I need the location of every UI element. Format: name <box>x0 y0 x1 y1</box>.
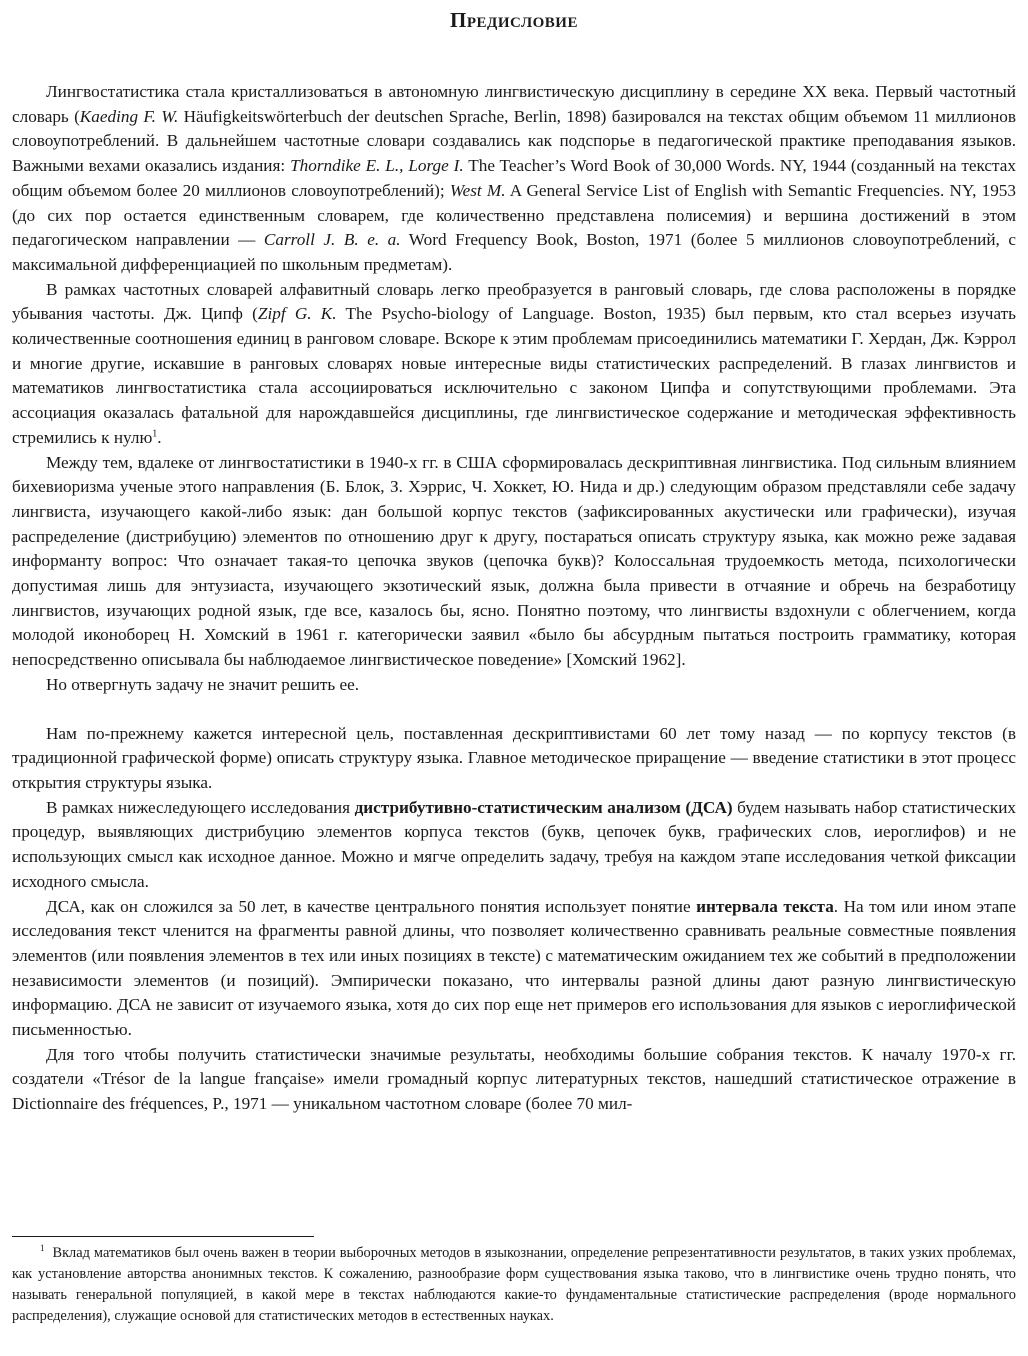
text-run: будем называть набор статистических процедур, выявляющих дистрибуцию элементов корпуса текстов (букв, цепочек букв, графических слов, иероглифов) и не использующих смысл как исходное данное. Можно и мягче определить задачу, требуя на каждом этапе исследования четкой фиксации исходного смысла. <box>12 797 1016 891</box>
footnote-mark[interactable]: 1 <box>152 428 158 440</box>
author-ref: Kaeding F. W. <box>79 106 179 126</box>
text-run: Word Frequency Book, Boston, 1971 (более 5 миллионов словоупотреблений, с максимальной дифференциацией по школьным предметам). <box>12 230 1017 274</box>
paragraph-5: Нам по-прежнему кажется интересной цель, поставленная дескриптивистами 60 лет тому назад — по корпусу текстов (в традиционной графической форме) описать структуру языка. Главное методическое приращение — введение статистики в этот процесс открытия структуры языка. <box>12 723 1016 792</box>
paragraph-4: Но отвергнуть задачу не значит решить ее. <box>46 674 360 694</box>
paragraph-7 <box>12 895 1016 1043</box>
author-ref: West M. <box>449 180 506 200</box>
footnote-divider <box>12 1236 314 1237</box>
paragraph-1 <box>12 80 1016 278</box>
text-run: The Teacher’s Word Book of 30,000 Words. NY, 1944 (созданный на текстах общим объемом более 20 миллионов словоупотреблений); <box>12 156 1016 200</box>
term-highlight: интервала текста <box>696 896 834 916</box>
text-run: . На том или ином этапе исследования текст членится на фрагменты равной длины, что позволяет количественно сравнивать реальные совместные появления элементов (или появления элементов в тех или иных позициях в тексте) с математическим ожиданием тех же событий в предположении независимости элементов (и позиций). Эмпирически показано, что интервалы разной длины дают разную лингвистическую информацию. ДСА не зависит от изучаемого языка, хотя до сих пор еще нет примеров его использования для языков с иероглифической письменностью. <box>12 896 1016 1040</box>
text-run: Häufigkeitswörterbuch der deutschen Sprache, Berlin, 1898) базировался на текстах общим объемом 11 миллионов словоупотреблений. В дальнейшем частотные словари создавались как подспорье в педагогической практике преподавания языков. Важными вехами оказались издания: <box>12 106 1016 176</box>
author-ref: Zipf G. K. <box>257 304 337 324</box>
footnote-text: Вклад математиков был очень важен в теории выборочных методов в языкознании, определение репрезентативности результатов, в таких узких проблемах, как установление авторства анонимных текстов. К сожалению, разнообразие форм существования языка таково, что в лингвистике очень трудно понять, что называть генеральной популяцией, в какой мере в текстах наблюдаются какие-то фундаментальные статистические распределения (вроде нормального распределения), служащие основой для статистических методов в естественных науках. <box>12 1245 1016 1324</box>
footnote <box>12 1243 1016 1327</box>
paragraph-3: Между тем, вдалеке от лингвостатистики в 1940-х гг. в США сформировалась дескриптивная лингвистика. Под сильным влиянием бихевиоризма ученые этого направления (Б. Блок, З. Хэррис, Ч. Хоккет, Ю. Нида и др.) следующим образом представляли себе задачу лингвиста, изучающего какой-либо язык: дан большой корпус текстов (зафиксированных акустически или графически), изучая распределение (дистрибуцию) элементов по отношению друг к другу, постараться описать структуру языка, как можно реже задавая информанту вопрос: Что означает такая-то цепочка звуков (цепочка букв)? Колоссальная трудоемкость метода, психологически допустимая лишь для энтузиаста, изучающего экзотический язык, должна была привести в отчаяние и обречь на безработицу лингвистов, изучающих родной язык, где все, казалось бы, ясно. Понятно поэтому, что лингвисты вздохнули с облегчением, когда молодой иконоборец Н. Хомский в 1961 г. категорически заявил «было бы абсурдным пытаться построить грамматику, которая непосредственно описывала бы наблюдаемое лингвистическое поведение» [Хомский 1962]. <box>12 452 1016 670</box>
text-run: Лингвостатистика стала кристаллизоваться в автономную лингвистическую дисциплину в середине XX века. Первый частотный словарь ( <box>12 82 1016 126</box>
body-text <box>12 80 1016 1117</box>
text-run: . <box>157 427 162 447</box>
text-run: ДСА, как он сложился за 50 лет, в качестве центрального понятия использует понятие <box>46 896 697 916</box>
paragraph-8: Для того чтобы получить статистически значимые результаты, необходимы большие собрания текстов. К началу 1970-х гг. создатели «Trésor de la langue française» имели громадный корпус литературных текстов, нашедший статистическое отражение в Dictionnaire des fréquences, P., 1971 — уникальном частотном словаре (более 70 мил- <box>12 1044 1016 1114</box>
author-ref: Thorndike E. L., Lorge I. <box>290 156 464 176</box>
text-run: A General Service List of English with Semantic Frequencies. NY, 1953 (до сих пор остается единственным словарем, где количественно представлена полисемия) и вершина достижений в этом педагогическом направлении — <box>12 180 1016 250</box>
text-run: В рамках частотных словарей алфавитный словарь легко преобразуется в ранговый словарь, где слова расположены в порядке убывания частоты. Дж. Ципф ( <box>12 279 1016 324</box>
paragraph-2 <box>12 278 1016 451</box>
page-title: Предисловие <box>450 8 578 32</box>
text-run: The Psycho-biology of Language. Boston, 1935) был первым, кто стал всерьез изучать количественные соотношения единиц в ранговом словаре. Вскоре к этим проблемам присоединились математики Г. Хердан, Дж. Кэррол и многие другие, искавшие в ранговых словарях новые интересные виды статистических распределений. В глазах лингвистов и математиков лингвостатистика стала ассоциироваться исключительно с законом Ципфа и сопутствующими проблемами. Эта ассоциация оказалась фатальной для нарождавшейся дисциплины, где лингвистическое содержание и методическая эффективность стремились к нулю <box>12 304 1016 447</box>
text-run: В рамках нижеследующего исследования <box>46 797 355 817</box>
footnote-number: 1 <box>40 1243 45 1254</box>
author-ref: Carroll J. B. e. a. <box>263 230 401 250</box>
paragraph-6 <box>12 796 1016 895</box>
term-highlight: дистрибутивно-статистическим анализом (ДСА) <box>354 797 733 817</box>
